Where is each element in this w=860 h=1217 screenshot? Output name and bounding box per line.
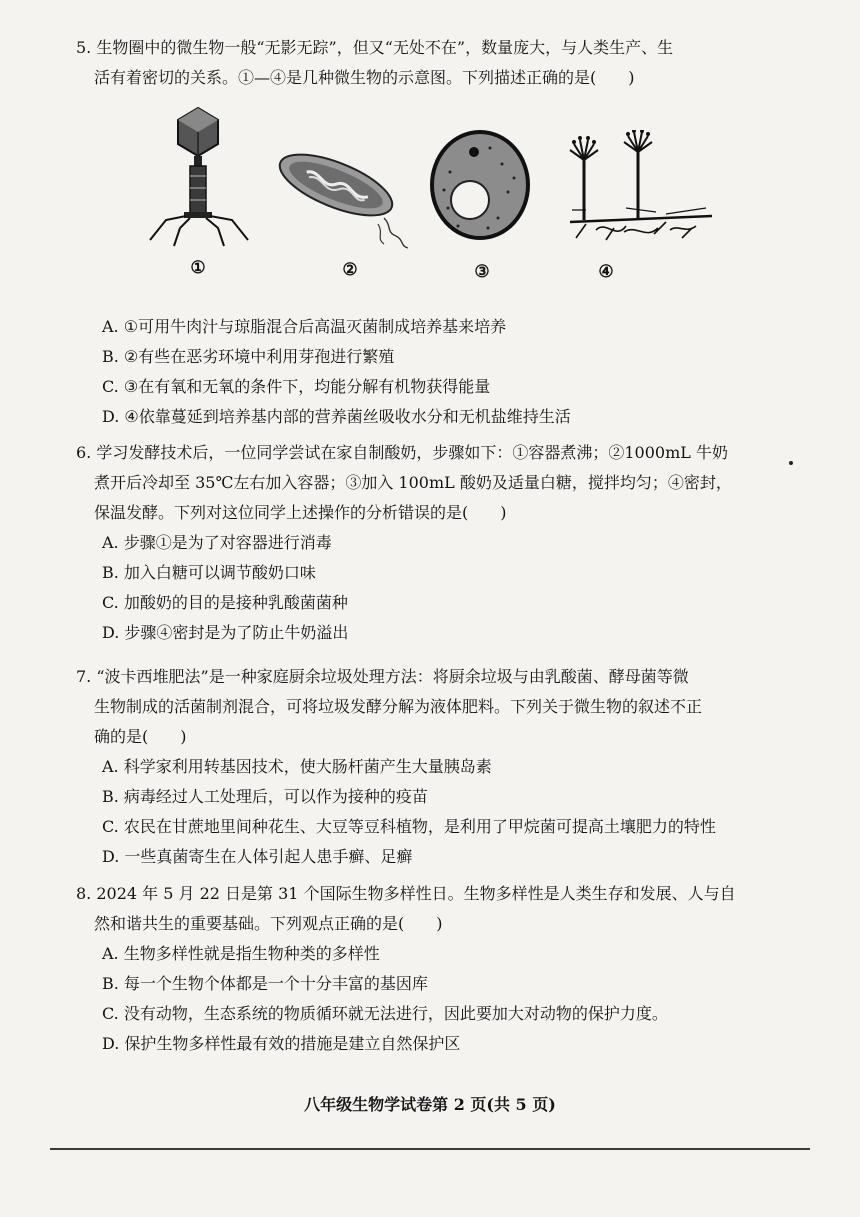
question-8-option-c: C. 没有动物，生态系统的物质循环就无法进行，因此要加大对动物的保护力度。: [102, 1004, 668, 1023]
question-6-stem-line-1: 6. 学习发酵技术后，一位同学尝试在家自制酸奶，步骤如下：①容器煮沸；②1000mL 牛奶: [76, 443, 728, 462]
question-7-option-a: A. 科学家利用转基因技术，使大肠杆菌产生大量胰岛素: [102, 757, 492, 776]
question-5-option-a: A. ①可用牛肉汁与琼脂混合后高温灭菌制成培养基来培养: [102, 317, 507, 336]
mold-figure: [566, 130, 716, 245]
scan-speck: [789, 461, 793, 465]
question-5-options: [76, 312, 776, 432]
question-7-stem-line-2: 生物制成的活菌制剂混合，可将垃圾发酵分解为液体肥料。下列关于微生物的叙述不正: [94, 697, 703, 716]
yeast-figure: [428, 128, 533, 243]
question-6-stem-line-2: 煮开后冷却至 35℃左右加入容器；③加入 100mL 酸奶及适量白糖，搅拌均匀；④密封，: [94, 473, 732, 492]
question-6-option-c: C. 加酸奶的目的是接种乳酸菌菌种: [102, 593, 348, 612]
question-7: [76, 662, 776, 872]
question-6-stem-line-3: 保温发酵。下列对这位同学上述操作的分析错误的是( ): [94, 503, 507, 522]
page-footer: 八年级生物学试卷第 2 页(共 5 页): [304, 1095, 556, 1114]
figure-label-4: ④: [598, 262, 614, 282]
question-5: [76, 33, 776, 93]
bacterium-figure: [266, 140, 416, 250]
question-5-option-c: C. ③在有氧和无氧的条件下，均能分解有机物获得能量: [102, 377, 491, 396]
question-8-option-d: D. 保护生物多样性最有效的措施是建立自然保护区: [102, 1034, 461, 1053]
figure-label-1: ①: [190, 258, 206, 278]
bottom-rule: [50, 1148, 810, 1150]
question-8-stem-line-2: 然和谐共生的重要基础。下列观点正确的是( ): [94, 914, 443, 933]
question-6-option-b: B. 加入白糖可以调节酸奶口味: [102, 563, 316, 582]
question-8-option-a: A. 生物多样性就是指生物种类的多样性: [102, 944, 380, 963]
question-6: [76, 438, 776, 648]
question-5-option-b: B. ②有些在恶劣环境中利用芽孢进行繁殖: [102, 347, 395, 366]
question-7-stem-line-1: 7. “波卡西堆肥法”是一种家庭厨余垃圾处理方法：将厨余垃圾与由乳酸菌、酵母菌等微: [76, 667, 689, 686]
question-6-option-d: D. 步骤④密封是为了防止牛奶溢出: [102, 623, 349, 642]
question-7-stem-line-3: 确的是( ): [94, 727, 187, 746]
question-5-stem-line-2: 活有着密切的关系。①—④是几种微生物的示意图。下列描述正确的是( ): [94, 68, 635, 87]
figure-label-2: ②: [342, 260, 358, 280]
bacteriophage-figure: [136, 100, 266, 250]
question-7-option-c: C. 农民在甘蔗地里间种花生、大豆等豆科植物，是利用了甲烷菌可提高土壤肥力的特性: [102, 817, 716, 836]
microorganism-figures: [130, 100, 730, 295]
question-8-option-b: B. 每一个生物个体都是一个十分丰富的基因库: [102, 974, 428, 993]
question-8: [76, 879, 776, 1059]
question-5-stem-line-1: 5. 生物圈中的微生物一般“无影无踪”，但又“无处不在”，数量庞大，与人类生产、生: [76, 38, 674, 57]
question-7-option-d: D. 一些真菌寄生在人体引起人患手癣、足癣: [102, 847, 413, 866]
question-7-option-b: B. 病毒经过人工处理后，可以作为接种的疫苗: [102, 787, 428, 806]
question-6-option-a: A. 步骤①是为了对容器进行消毒: [102, 533, 332, 552]
figure-label-3: ③: [474, 262, 490, 282]
question-5-option-d: D. ④依靠蔓延到培养基内部的营养菌丝吸收水分和无机盐维持生活: [102, 407, 571, 426]
question-8-stem-line-1: 8. 2024 年 5 月 22 日是第 31 个国际生物多样性日。生物多样性是人类生存和发展、人与自: [76, 884, 736, 903]
